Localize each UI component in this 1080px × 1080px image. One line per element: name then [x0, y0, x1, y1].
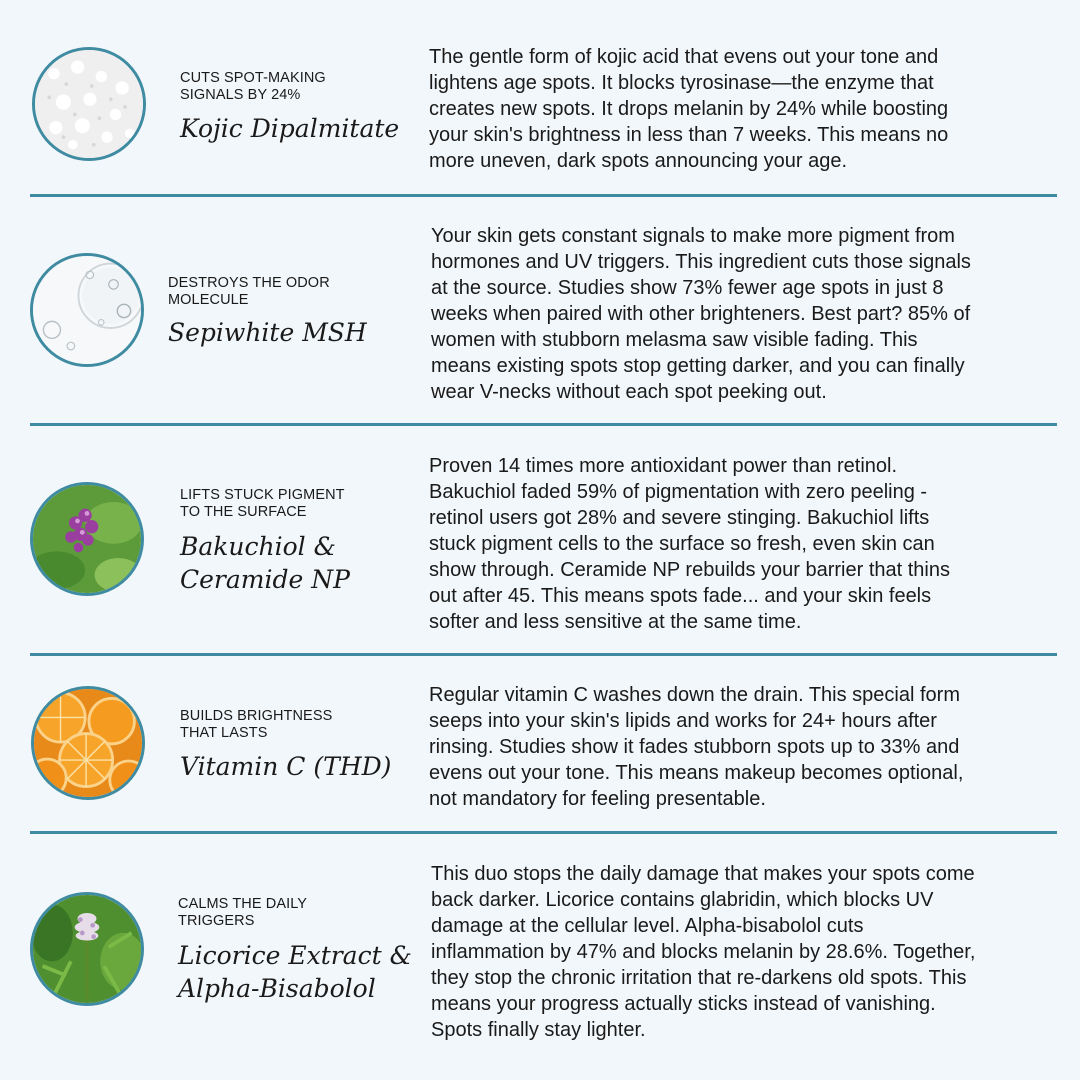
- kojic-powder-image: [32, 47, 146, 161]
- ingredient-name: Licorice Extract & Alpha-Bisabolol: [178, 941, 412, 1003]
- ingredient-name: Bakuchiol & Ceramide NP: [180, 532, 350, 594]
- serum-bubbles-image: [30, 253, 144, 367]
- divider: [30, 423, 1057, 426]
- ingredient-tag: DESTROYS THE ODOR MOLECULE: [168, 275, 330, 308]
- ingredient-name: Vitamin C (THD): [180, 752, 392, 781]
- ingredient-description: Regular vitamin C washes down the drain. This special form seeps into your skin's lipids and works for 24+ hours after rinsing. Studies show it fades stubborn spots up to 33% and evens out your tone. This means makeup becomes optional, not mandatory for feeling presentable.: [429, 684, 964, 810]
- ingredient-tag: LIFTS STUCK PIGMENT TO THE SURFACE: [180, 487, 345, 520]
- ingredient-description: Your skin gets constant signals to make more pigment from hormones and UV triggers. This ingredient cuts those signals at the source. Studies show 73% fewer age spots in just 8 weeks when paired with other brighteners. Best part? 85% of women with stubborn melasma saw visible fading. This means existing spots stop getting darker, and you can finally wear V-necks without each spot peeking out.: [431, 225, 971, 403]
- orange-slices-image: [31, 686, 145, 800]
- bakuchiol-flower-image: [30, 482, 144, 596]
- divider: [30, 653, 1057, 656]
- ingredient-name: Sepiwhite MSH: [168, 318, 367, 347]
- ingredient-description: This duo stops the daily damage that makes your spots come back darker. Licorice contains glabridin, which blocks UV damage at the cellular level. Alpha-bisabolol cuts inflammation by 47% and blocks melanin by 28.6%. Together, they stop the chronic irritation that re-darkens old spots. This means your progress actually sticks instead of vanishing. Spots finally stay lighter.: [431, 863, 976, 1041]
- licorice-plant-image: [30, 892, 144, 1006]
- divider: [30, 831, 1057, 834]
- ingredient-tag: CUTS SPOT-MAKING SIGNALS BY 24%: [180, 70, 326, 103]
- ingredient-tag: CALMS THE DAILY TRIGGERS: [178, 896, 308, 929]
- ingredient-tag: BUILDS BRIGHTNESS THAT LASTS: [180, 708, 333, 741]
- ingredient-name: Kojic Dipalmitate: [180, 114, 400, 143]
- ingredient-description: The gentle form of kojic acid that evens out your tone and lightens age spots. It blocks tyrosinase—the enzyme that creates new spots. It drops melanin by 24% while boosting your skin's brightness in less than 7 weeks. This means no more uneven, dark spots announcing your age.: [429, 46, 949, 172]
- ingredient-description: Proven 14 times more antioxidant power than retinol. Bakuchiol faded 59% of pigmentation with zero peeling - retinol users got 28% and severe stinging. Bakuchiol lifts stuck pigment cells to the surface so fresh, even skin can show through. Ceramide NP rebuilds your barrier that thins out after 45. This means spots fade... and your skin feels softer and less sensitive at the same time.: [429, 455, 950, 633]
- divider: [30, 194, 1057, 197]
